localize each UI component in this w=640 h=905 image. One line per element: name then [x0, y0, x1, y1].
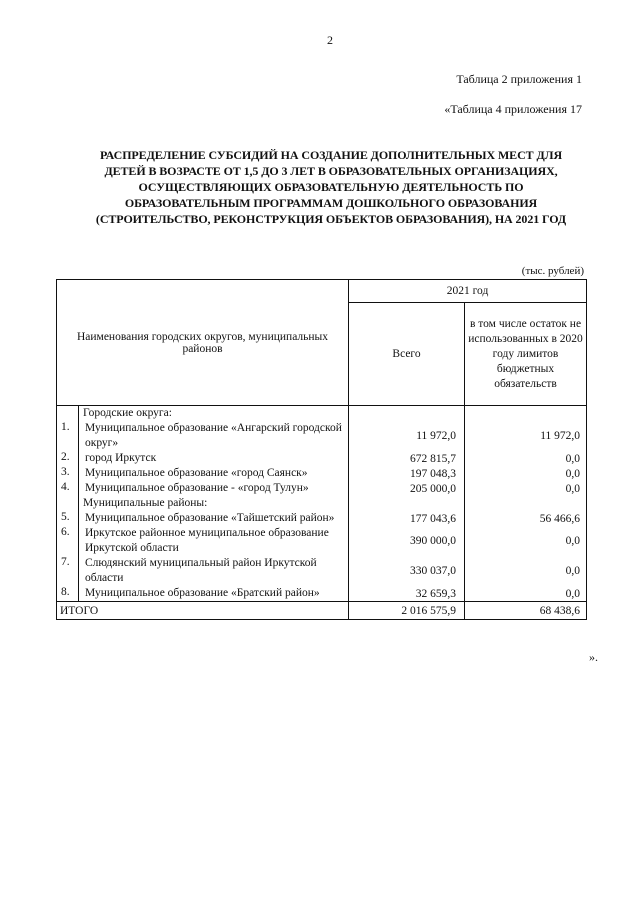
row-number: 3. — [57, 466, 79, 481]
section-districts: Муниципальные районы: — [79, 496, 349, 511]
row-name: Муниципальное образование «Тайшетский район» — [79, 511, 349, 526]
row-total: 672 815,7 — [349, 451, 465, 466]
header-name: Наименования городских округов, муниципальных районов — [57, 280, 349, 406]
table-cell-empty — [465, 406, 587, 422]
row-total: 197 048,3 — [349, 466, 465, 481]
total-value: 2 016 575,9 — [349, 602, 465, 620]
row-total: 32 659,3 — [349, 586, 465, 602]
table-reference-2: «Таблица 4 приложения 17 — [444, 102, 582, 116]
row-name: Иркутское районное муниципальное образование Иркутской области — [79, 526, 349, 556]
title-line: ОБРАЗОВАТЕЛЬНЫМ ПРОГРАММАМ ДОШКОЛЬНОГО ОБРАЗОВАНИЯ — [124, 196, 538, 210]
title-line: ОСУЩЕСТВЛЯЮЩИХ ОБРАЗОВАТЕЛЬНУЮ ДЕЯТЕЛЬНОСТЬ ПО — [138, 180, 524, 194]
table-row — [57, 466, 587, 481]
table-row — [57, 586, 587, 602]
table-cell-empty — [349, 496, 465, 511]
table-row — [57, 421, 587, 451]
row-remainder: 11 972,0 — [465, 421, 587, 451]
table-cell-empty — [465, 496, 587, 511]
row-name: город Иркутск — [79, 451, 349, 466]
row-total: 205 000,0 — [349, 481, 465, 496]
row-name: Слюдянский муниципальный район Иркутской области — [79, 556, 349, 586]
row-remainder: 0,0 — [465, 556, 587, 586]
total-remainder: 68 438,6 — [465, 602, 587, 620]
closing-quote: ». — [589, 650, 598, 664]
header-total: Всего — [349, 303, 465, 406]
table-row — [57, 451, 587, 466]
document-title — [40, 147, 622, 227]
row-name: Муниципальное образование - «город Тулун» — [79, 481, 349, 496]
total-label: ИТОГО — [57, 602, 349, 620]
table-row — [57, 511, 587, 526]
row-remainder: 0,0 — [465, 451, 587, 466]
table-reference-1: Таблица 2 приложения 1 — [456, 72, 582, 86]
row-total: 390 000,0 — [349, 526, 465, 556]
units-label: (тыс. рублей) — [521, 265, 584, 277]
row-remainder: 0,0 — [465, 526, 587, 556]
row-remainder: 56 466,6 — [465, 511, 587, 526]
table-cell-empty — [349, 406, 465, 422]
row-number: 7. — [57, 556, 79, 586]
table-row — [57, 481, 587, 496]
row-total: 11 972,0 — [349, 421, 465, 451]
row-number: 2. — [57, 451, 79, 466]
row-name: Муниципальное образование «Ангарский городской округ» — [79, 421, 349, 451]
header-year: 2021 год — [349, 280, 587, 303]
row-name: Муниципальное образование «Братский район» — [79, 586, 349, 602]
table-cell-empty — [57, 406, 79, 422]
section-urban: Городские округа: — [79, 406, 349, 422]
row-name: Муниципальное образование «город Саянск» — [79, 466, 349, 481]
row-number: 4. — [57, 481, 79, 496]
page-number: 2 — [327, 33, 333, 47]
table-cell-empty — [57, 496, 79, 511]
row-remainder: 0,0 — [465, 481, 587, 496]
row-number: 8. — [57, 586, 79, 602]
table-row — [57, 556, 587, 586]
row-total: 330 037,0 — [349, 556, 465, 586]
table-row — [57, 526, 587, 556]
title-line: (СТРОИТЕЛЬСТВО, РЕКОНСТРУКЦИЯ ОБЪЕКТОВ ОБРАЗОВАНИЯ), НА 2021 ГОД — [95, 212, 567, 226]
header-remainder: в том числе остаток не использованных в 2020 году лимитов бюджетных обязательств — [465, 303, 587, 406]
title-line: РАСПРЕДЕЛЕНИЕ СУБСИДИЙ НА СОЗДАНИЕ ДОПОЛНИТЕЛЬНЫХ МЕСТ ДЛЯ — [99, 148, 563, 162]
row-remainder: 0,0 — [465, 466, 587, 481]
row-total: 177 043,6 — [349, 511, 465, 526]
subsidy-table — [56, 279, 587, 620]
row-number: 5. — [57, 511, 79, 526]
row-remainder: 0,0 — [465, 586, 587, 602]
row-number: 1. — [57, 421, 79, 451]
row-number: 6. — [57, 526, 79, 556]
title-line: ДЕТЕЙ В ВОЗРАСТЕ ОТ 1,5 ДО 3 ЛЕТ В ОБРАЗОВАТЕЛЬНЫХ ОРГАНИЗАЦИЯХ, — [104, 164, 558, 178]
total-row — [57, 602, 587, 620]
